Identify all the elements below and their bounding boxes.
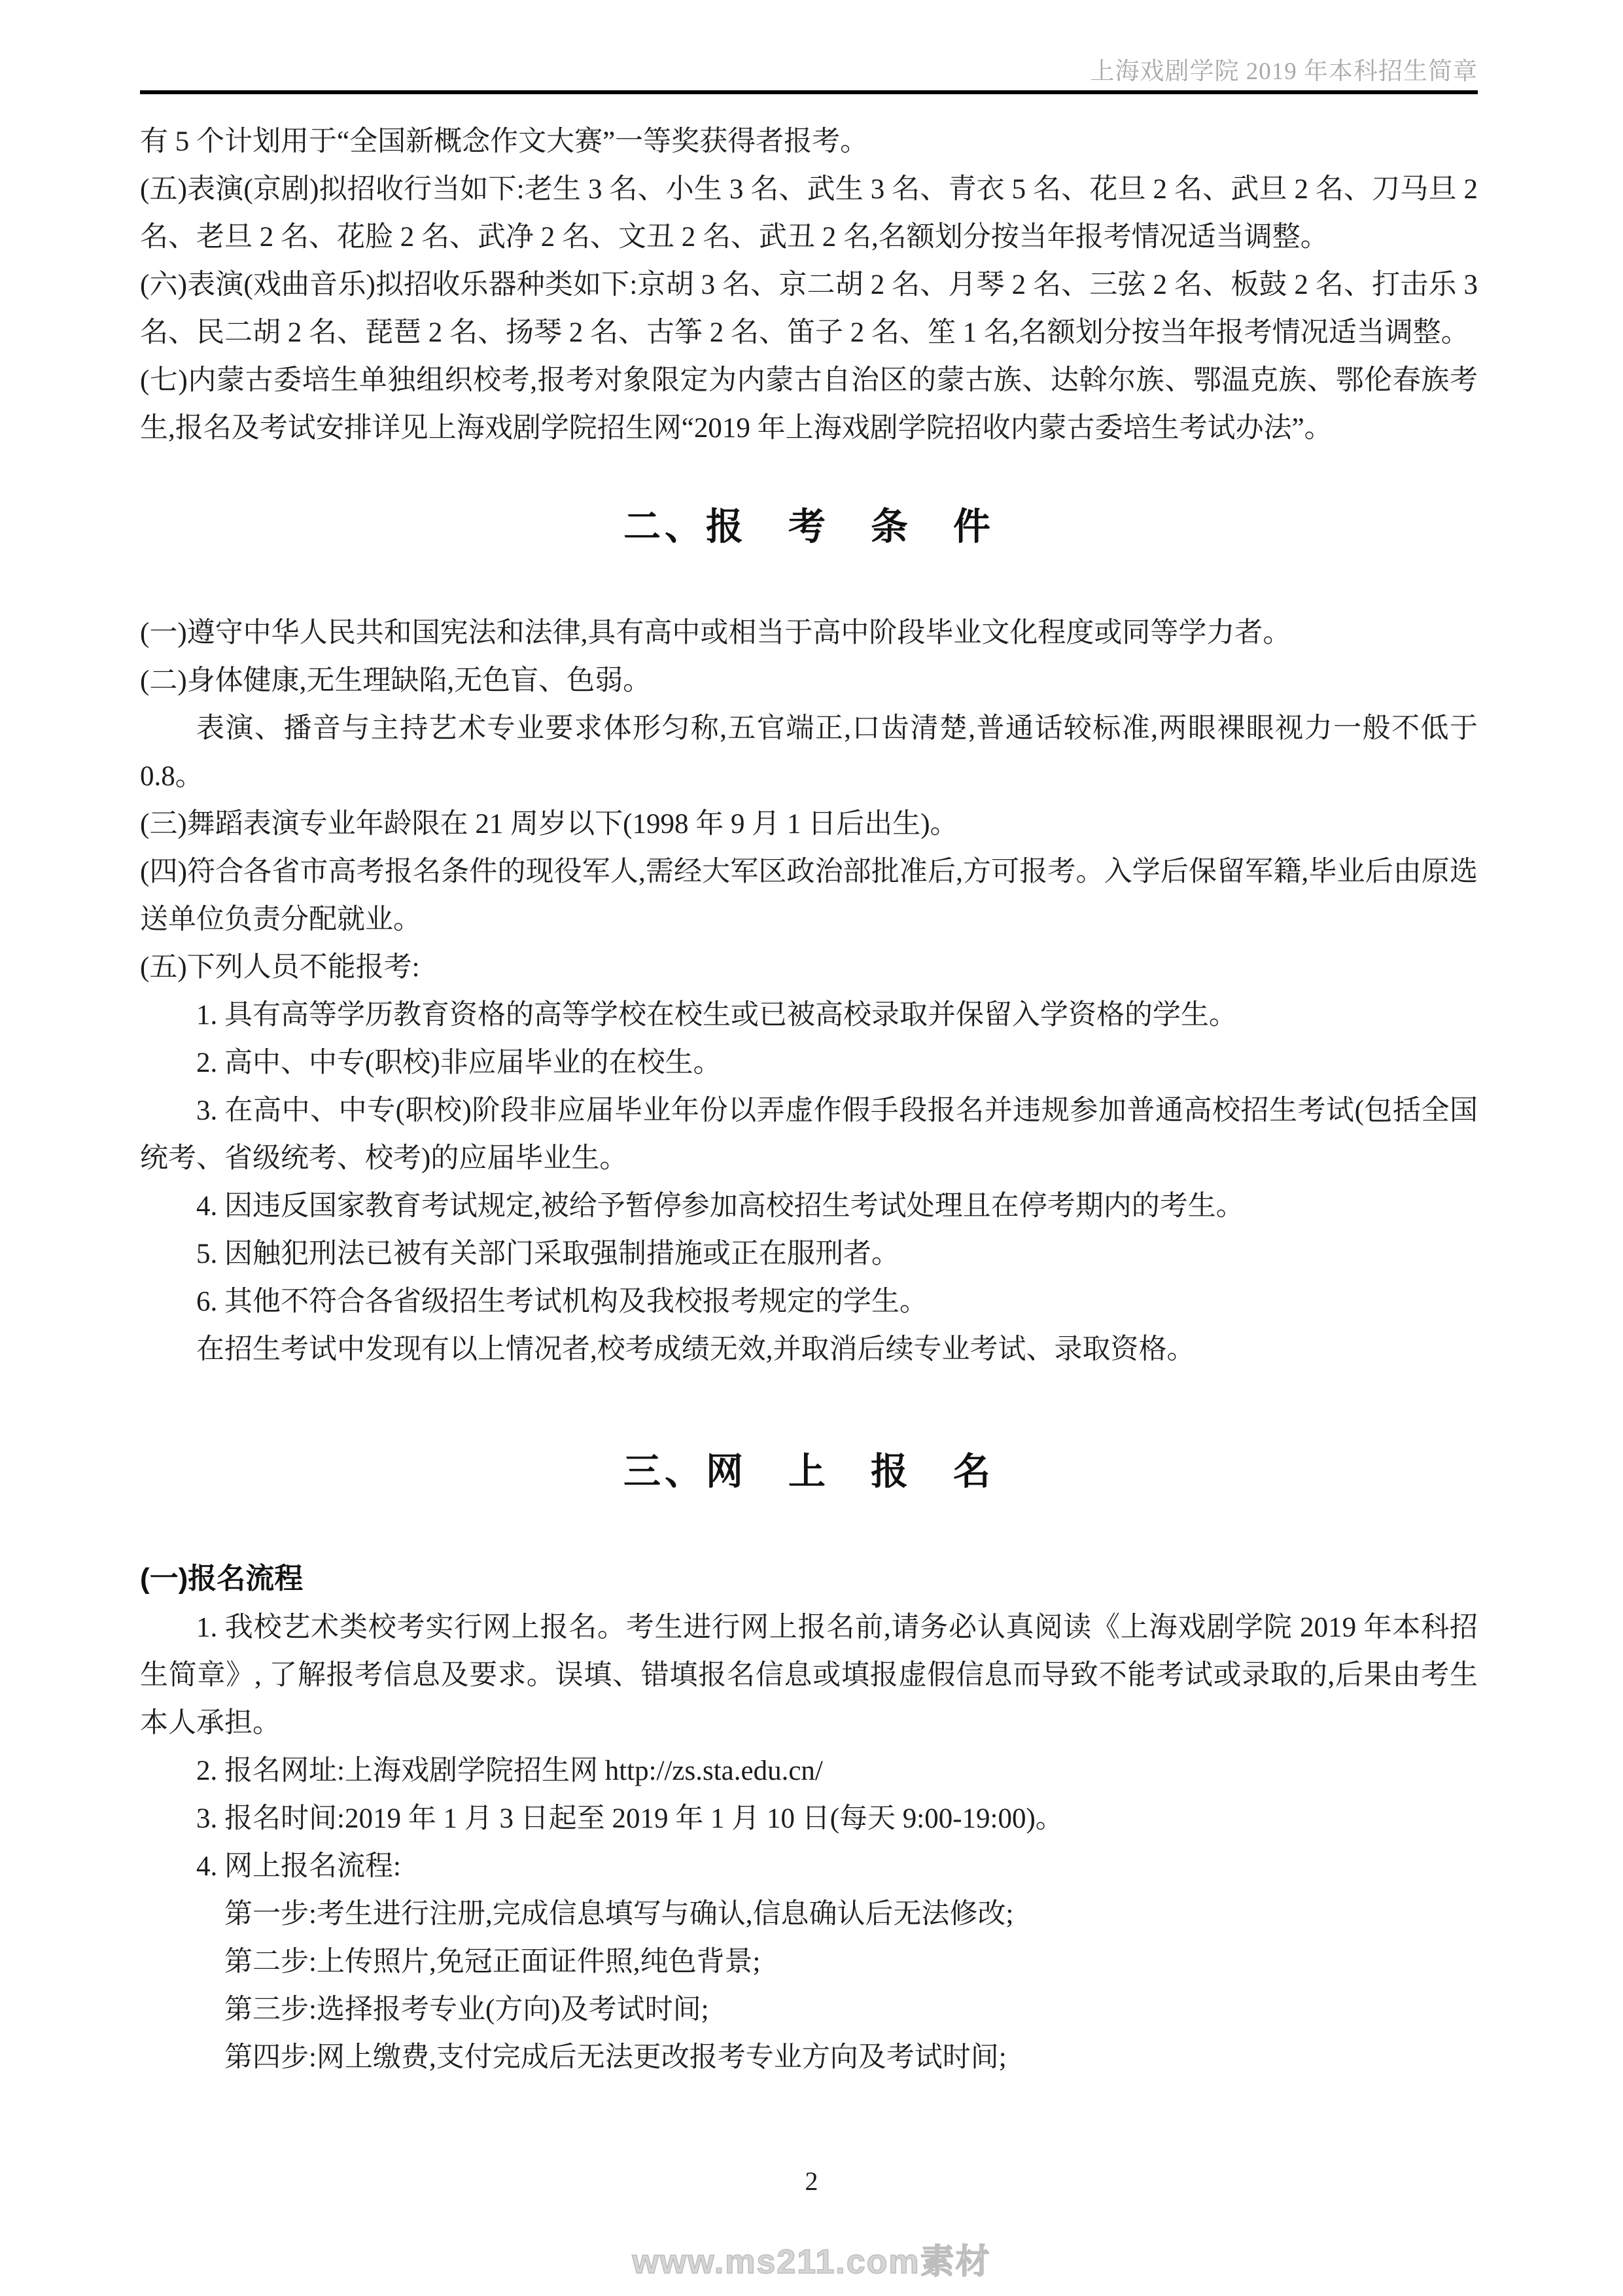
excluded-list-item: 3. 在高中、中专(职校)阶段非应届毕业年份以弄虚作假手段报名并违规参加普通高校招生考试(包括全国统考、省级统考、校考)的应届毕业生。 [140, 1095, 1478, 1174]
excluded-list-item: 5. 因触犯刑法已被有关部门采取强制措施或正在服刑者。 [196, 1239, 899, 1269]
registration-item: 3. 报名时间:2019 年 1 月 3 日起至 2019 年 1 月 10 日(每天 9:00-19:00)。 [196, 1803, 1064, 1834]
section-title-requirements: 二、报 考 条 件 [623, 506, 994, 548]
registration-step: 第一步:考生进行注册,完成信息填写与确认,信息确认后无法修改; [224, 1899, 1014, 1930]
intro-paragraph: (五)表演(京剧)拟招收行当如下:老生 3 名、小生 3 名、武生 3 名、青衣 5 名、花旦 2 名、武旦 2 名、刀马旦 2 名、老旦 2 名、花脸 2 名、武净 2 名、文丑 2 名、武丑 2 名,名额划分按当年报考情况适当调整。 [140, 174, 1478, 253]
excluded-list-item: 6. 其他不符合各省级招生考试机构及我校报考规定的学生。 [196, 1286, 928, 1317]
requirement-item: (二)身体健康,无生理缺陷,无色盲、色弱。 [140, 665, 652, 696]
requirement-item: (三)舞蹈表演专业年龄限在 21 周岁以下(1998 年 9 月 1 日后出生)。 [140, 809, 958, 839]
requirement-closing-note: 在招生考试中发现有以上情况者,校考成绩无效,并取消后续专业考试、录取资格。 [196, 1334, 1195, 1365]
header-rule [140, 90, 1478, 94]
requirement-item: (五)下列人员不能报考: [140, 952, 420, 983]
intro-paragraph: 有 5 个计划用于“全国新概念作文大赛”一等奖获得者报考。 [140, 126, 869, 157]
requirement-item: (一)遵守中华人民共和国宪法和法律,具有高中或相当于高中阶段毕业文化程度或同等学力者。 [140, 618, 1291, 648]
intro-paragraph: (六)表演(戏曲音乐)拟招收乐器种类如下:京胡 3 名、京二胡 2 名、月琴 2 名、三弦 2 名、板鼓 2 名、打击乐 3 名、民二胡 2 名、琵琶 2 名、扬琴 2 名、古筝 2 名、笛子 2 名、笙 1 名,名额划分按当年报考情况适当调整。 [140, 270, 1478, 348]
document-body [140, 118, 1478, 2081]
page-header [140, 0, 1478, 94]
page-number: 2 [805, 2166, 818, 2196]
intro-paragraph: (七)内蒙古委培生单独组织校考,报考对象限定为内蒙古自治区的蒙古族、达斡尔族、鄂温克族、鄂伦春族考生,报名及考试安排详见上海戏剧学院招生网“2019 年上海戏剧学院招收内蒙古委培生考试办法”。 [140, 365, 1478, 444]
registration-item: 1. 我校艺术类校考实行网上报名。考生进行网上报名前,请务必认真阅读《上海戏剧学院 2019 年本科招生简章》, 了解报考信息及要求。误填、错填报名信息或填报虚假信息而导致不能考试或录取的,后果由考生本人承担。 [140, 1612, 1478, 1739]
registration-step: 第二步:上传照片,免冠正面证件照,纯色背景; [224, 1947, 761, 1977]
requirement-item: (四)符合各省市高考报名条件的现役军人,需经大军区政治部批准后,方可报考。入学后保留军籍,毕业后由原选送单位负责分配就业。 [140, 857, 1478, 935]
watermark: www.ms211.com素材 [632, 2243, 991, 2281]
excluded-list-item: 1. 具有高等学历教育资格的高等学校在校生或已被高校录取并保留入学资格的学生。 [196, 1000, 1237, 1031]
registration-item: 2. 报名网址:上海戏剧学院招生网 http://zs.sta.edu.cn/ [196, 1756, 823, 1786]
registration-step: 第三步:选择报考专业(方向)及考试时间; [224, 1994, 709, 2025]
section-title-online-registration: 三、网 上 报 名 [623, 1451, 994, 1492]
excluded-list-item: 4. 因违反国家教育考试规定,被给予暂停参加高校招生考试处理且在停考期内的考生。 [196, 1191, 1244, 1222]
registration-subheading: (一)报名流程 [140, 1563, 304, 1595]
header-running-title: 上海戏剧学院 2019 年本科招生简章 [1090, 58, 1478, 85]
excluded-list-item: 2. 高中、中专(职校)非应届毕业的在校生。 [196, 1048, 722, 1078]
registration-item: 4. 网上报名流程: [196, 1851, 401, 1882]
requirement-note: 表演、播音与主持艺术专业要求体形匀称,五官端正,口齿清楚,普通话较标准,两眼裸眼视力一般不低于 0.8。 [140, 713, 1478, 792]
registration-step: 第四步:网上缴费,支付完成后无法更改报考专业方向及考试时间; [224, 2042, 1007, 2073]
